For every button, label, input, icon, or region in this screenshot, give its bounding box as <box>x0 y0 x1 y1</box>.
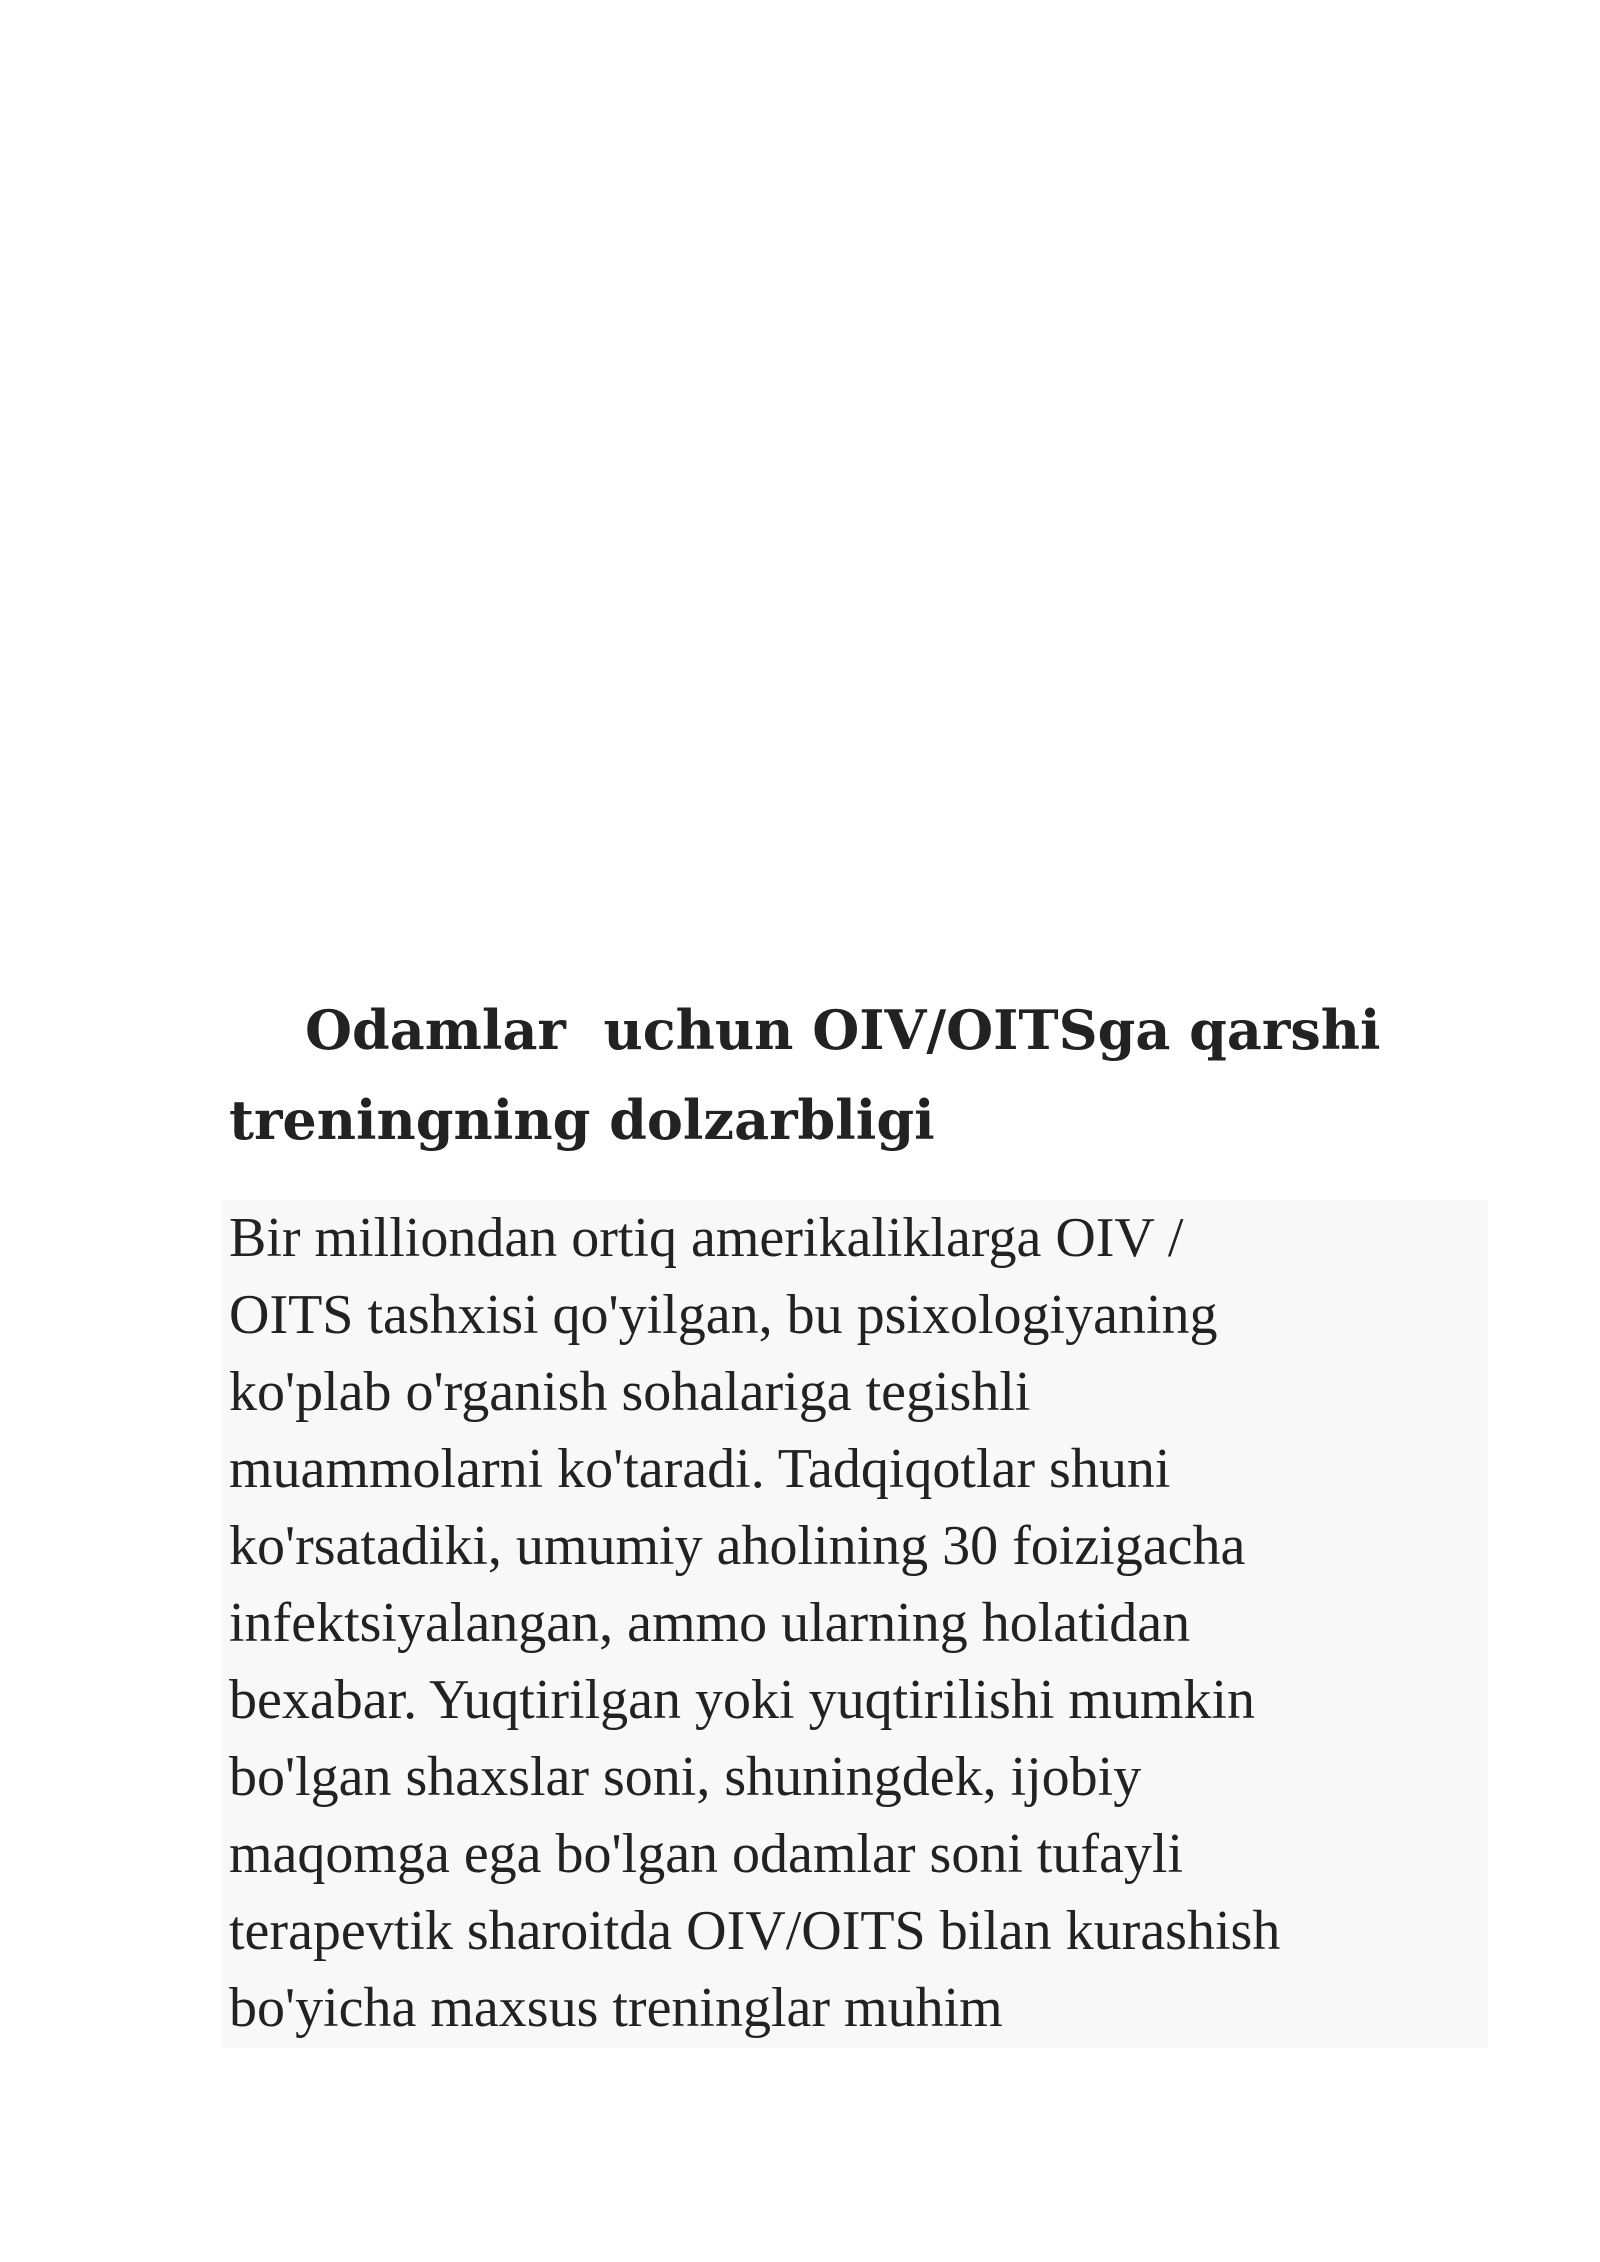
body-line: muammolarni ko'taradi. Tadqiqotlar shuni <box>229 1438 1171 1500</box>
body-line: Bir milliondan ortiq amerikaliklarga OIV / <box>229 1207 1184 1269</box>
title-line: Odamlar uchun OIV/OITSga qarshi <box>305 998 1381 1062</box>
body-line: bo'lgan shaxslar soni, shuningdek, ijobiy <box>229 1746 1142 1808</box>
body-line: bo'yicha maxsus treninglar muhim <box>229 1977 1003 2039</box>
title-line: treningning dolzarbligi <box>229 1088 935 1152</box>
body-line: ko'rsatadiki, umumiy aholining 30 foizigacha <box>229 1515 1246 1577</box>
body-line: bexabar. Yuqtirilgan yoki yuqtirilishi mumkin <box>229 1669 1256 1731</box>
body-paragraph <box>222 1200 1488 2048</box>
body-line: maqomga ega bo'lgan odamlar soni tufayli <box>229 1823 1184 1885</box>
body-line: OITS tashxisi qo'yilgan, bu psixologiyaning <box>229 1284 1218 1346</box>
document-title <box>229 985 1479 1165</box>
body-line: infektsiyalangan, ammo ularning holatidan <box>229 1592 1191 1654</box>
body-line: terapevtik sharoitda OIV/OITS bilan kurashish <box>229 1900 1281 1962</box>
body-line: ko'plab o'rganish sohalariga tegishli <box>229 1361 1031 1423</box>
